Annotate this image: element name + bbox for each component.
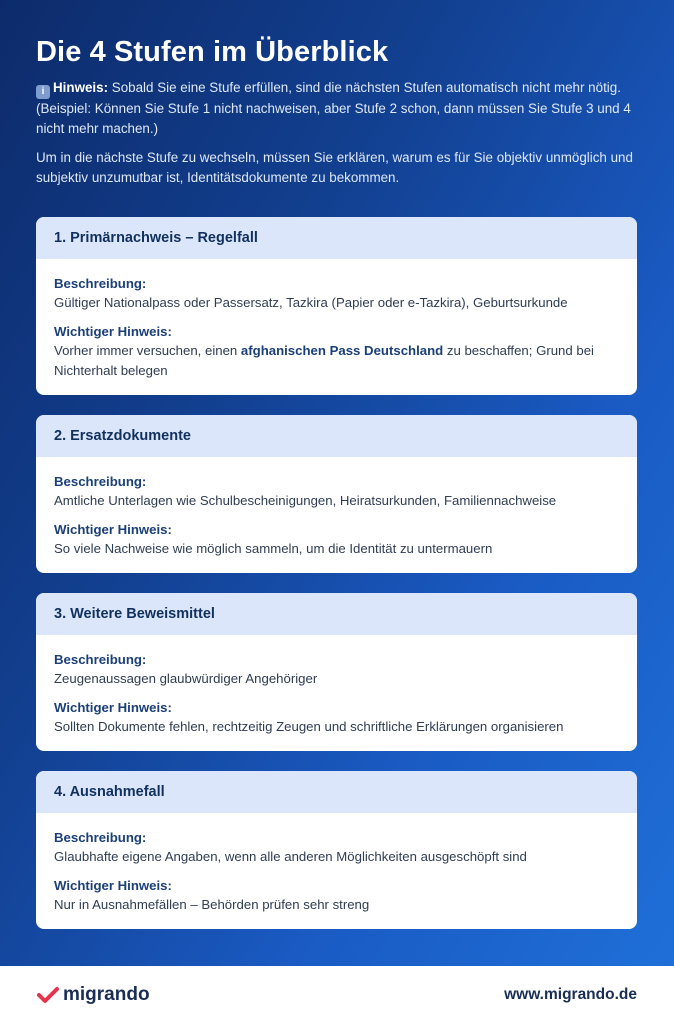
description-label: Beschreibung: [54,474,147,489]
stage-card-4 [36,771,637,929]
stage-card-3 [36,593,637,751]
description-label: Beschreibung: [54,276,147,291]
checkmark-icon [37,986,59,1004]
important-hint-label: Wichtiger Hinweis: [54,324,172,339]
stage-title: 2. Ersatzdokumente [36,415,637,457]
description-label: Beschreibung: [54,830,147,845]
footer [0,966,674,1024]
description-text: Gültiger Nationalpass oder Passersatz, Tazkira (Papier oder e-Tazkira), Geburtsurkunde [54,295,568,310]
important-hint-text: Nur in Ausnahmefällen – Behörden prüfen sehr streng [54,897,370,912]
important-hint-label: Wichtiger Hinweis: [54,878,172,893]
website-link[interactable]: www.migrando.de [504,986,637,1003]
important-hint-label: Wichtiger Hinweis: [54,700,172,715]
brand-logo[interactable] [37,984,150,1006]
hint-paragraph [36,78,640,138]
important-hint-text: Vorher immer versuchen, einen afghanischen Pass Deutschland zu beschaffen; Grund bei Nichterhalt belegen [54,343,594,378]
description-text: Glaubhafte eigene Angaben, wenn alle anderen Möglichkeiten ausgeschöpft sind [54,849,527,864]
important-hint-text: So viele Nachweise wie möglich sammeln, um die Identität zu untermauern [54,541,493,556]
description-label: Beschreibung: [54,652,147,667]
logo-text: migrando [63,984,150,1005]
important-hint-label: Wichtiger Hinweis: [54,522,172,537]
description-text: Amtliche Unterlagen wie Schulbescheinigungen, Heiratsurkunden, Familiennachweise [54,493,557,508]
description-text: Zeugenaussagen glaubwürdiger Angehöriger [54,671,318,686]
stage-title: 1. Primärnachweis – Regelfall [36,217,637,259]
important-hint-text: Sollten Dokumente fehlen, rechtzeitig Zeugen und schriftliche Erklärungen organisieren [54,719,564,734]
intro-paragraph: Um in die nächste Stufe zu wechseln, müssen Sie erklären, warum es für Sie objektiv unmöglich und subjektiv unzumutbar ist, Identitätsdokumente zu bekommen. [36,150,633,185]
stage-title: 4. Ausnahmefall [36,771,637,813]
stage-title: 3. Weitere Beweismittel [36,593,637,635]
hint-keyword-link[interactable]: afghanischen Pass Deutschland [240,343,444,358]
page-title: Die 4 Stufen im Überblick [36,36,389,68]
stage-card-1 [36,217,637,395]
stage-card-2 [36,415,637,573]
hint-text: Sobald Sie eine Stufe erfüllen, sind die nächsten Stufen automatisch nicht mehr nötig. (Beispiel: Können Sie Stufe 1 nicht nachweisen, aber Stufe 2 schon, dann müssen Sie Stufe 3 und 4 nicht mehr machen.) [36,80,631,136]
intro-section [36,78,640,187]
hint-label: Hinweis: [53,80,109,95]
info-icon: i [36,85,50,99]
